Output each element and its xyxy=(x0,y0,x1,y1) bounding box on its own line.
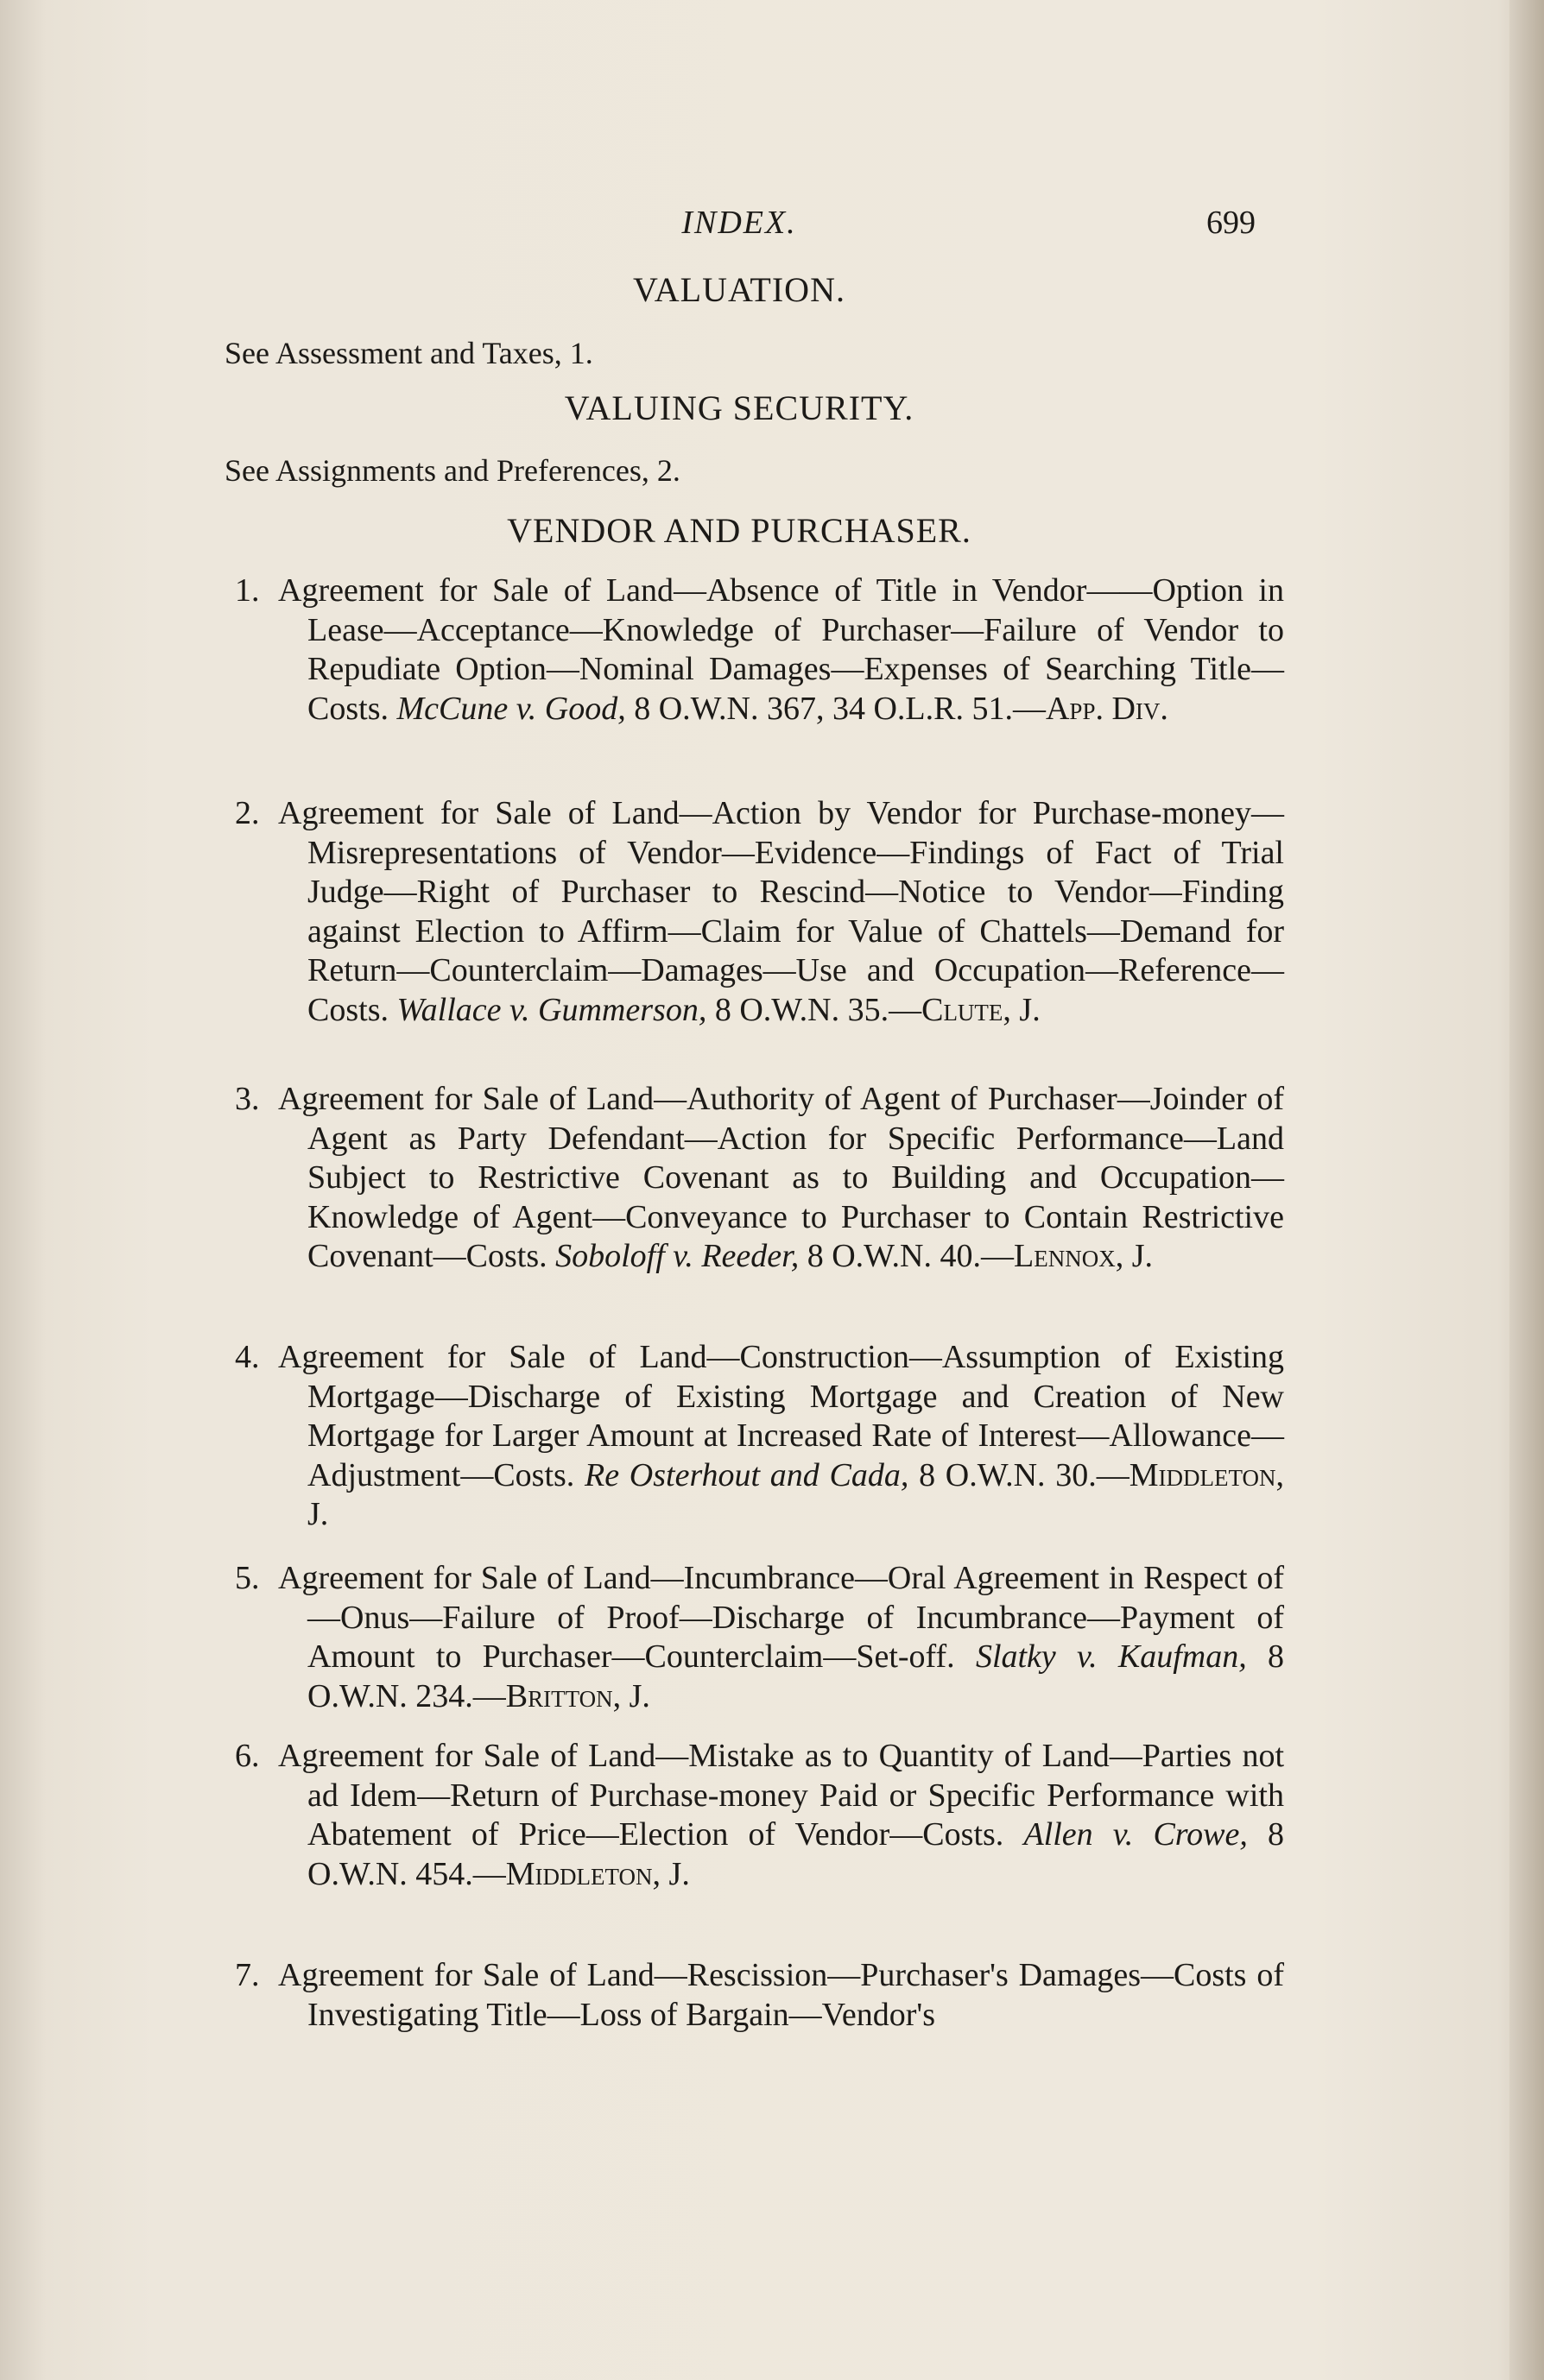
heading-valuation: VALUATION. xyxy=(633,270,845,309)
entry-number: 6. xyxy=(235,1738,260,1774)
case-name: Allen v. Crowe, xyxy=(1023,1816,1248,1853)
index-entry xyxy=(235,794,1284,1030)
court: App. Div. xyxy=(1045,690,1168,727)
court: Middleton, J. xyxy=(505,1855,690,1892)
entry-text: Agreement for Sale of Land—Mistake as to Quantity of Land—Parties not ad Idem—Return of Purchase-money Paid or Specific Performance with Abatement of Price—Election of Vendor—Costs. xyxy=(278,1738,1284,1853)
entry-text: Agreement for Sale of Land—Absence of Title in Vendor——Option in Lease—Acceptance—Knowledge of Purchaser—Failure of Vendor to Repudiate Option—Nominal Damages—Expenses of Searching Title—Costs. xyxy=(278,572,1284,727)
citation: 8 O.W.N. 30.— xyxy=(919,1456,1130,1493)
entry-number: 1. xyxy=(235,572,260,609)
case-name: Re Osterhout and Cada, xyxy=(585,1456,909,1493)
entry-number: 7. xyxy=(235,1957,260,1993)
case-name: McCune v. Good, xyxy=(396,690,626,727)
index-entry xyxy=(235,1559,1284,1716)
citation: 8 O.W.N. 367, 34 O.L.R. 51.— xyxy=(634,690,1046,727)
case-name: Wallace v. Gummerson, xyxy=(396,991,707,1028)
citation: 8 O.W.N. 234.— xyxy=(307,1638,1285,1714)
entry-number: 2. xyxy=(235,795,260,831)
case-name: Soboloff v. Reeder, xyxy=(555,1238,800,1274)
citation: 8 O.W.N. 454.— xyxy=(307,1816,1285,1892)
entry-text: Agreement for Sale of Land—Incumbrance—Oral Agreement in Respect of—Onus—Failure of Proof—Discharge of Incumbrance—Payment of Amount to Purchaser—Counterclaim—Set-off. xyxy=(278,1560,1284,1675)
court: Britton, J. xyxy=(505,1677,650,1714)
citation: 8 O.W.N. 40.— xyxy=(807,1238,1014,1274)
entry-number: 4. xyxy=(235,1339,260,1375)
court: Middleton, J. xyxy=(307,1456,1284,1532)
entry-number: 5. xyxy=(235,1560,260,1596)
index-entry xyxy=(235,1080,1284,1277)
entry-text: Agreement for Sale of Land—Rescission—Purchaser's Damages—Costs of Investigating Title—Loss of Bargain—Vendor's xyxy=(278,1957,1284,2033)
index-entry xyxy=(235,1956,1284,2035)
court: Clute, J. xyxy=(921,991,1041,1028)
entry-text: Agreement for Sale of Land—Authority of Agent of Purchaser—Joinder of Agent as Party Defendant—Action for Specific Performance—Land Subject to Restrictive Covenant as to Building and Occupation—Knowledge of Agent—Conveyance to Purchaser to Contain Restrictive Covenant—Costs. xyxy=(278,1081,1284,1274)
page-number: 699 xyxy=(1206,205,1256,241)
index-entry xyxy=(235,1737,1284,1894)
heading-vendor-and-purchaser: VENDOR AND PURCHASER. xyxy=(507,511,971,550)
citation: 8 O.W.N. 35.— xyxy=(714,991,922,1028)
page-edge xyxy=(1509,0,1544,2380)
heading-valuing-security: VALUING SECURITY. xyxy=(564,388,914,427)
index-entry xyxy=(235,1338,1284,1535)
cross-reference-valuation: See Assessment and Taxes, 1. xyxy=(225,336,593,370)
entry-number: 3. xyxy=(235,1081,260,1117)
index-entry xyxy=(235,571,1284,729)
entry-text: Agreement for Sale of Land—Action by Vendor for Purchase-money—Misrepresentations of Vendor—Evidence—Findings of Fact of Trial Judge—Right of Purchaser to Rescind—Notice to Vendor—Finding against Election to Affirm—Claim for Value of Chattels—Demand for Return—Counterclaim—Damages—Use and Occupation—Reference—Costs. xyxy=(278,795,1284,1028)
running-head-title: INDEX. xyxy=(681,205,797,241)
running-head xyxy=(223,204,1256,247)
case-name: Slatky v. Kaufman, xyxy=(975,1638,1247,1675)
cross-reference-valuing-security: See Assignments and Preferences, 2. xyxy=(225,453,680,488)
entry-text: Agreement for Sale of Land—Construction—Assumption of Existing Mortgage—Discharge of Existing Mortgage and Creation of New Mortgage for Larger Amount at Increased Rate of Interest—Allowance—Adjustment—Costs. xyxy=(278,1339,1284,1493)
court: Lennox, J. xyxy=(1014,1238,1153,1274)
